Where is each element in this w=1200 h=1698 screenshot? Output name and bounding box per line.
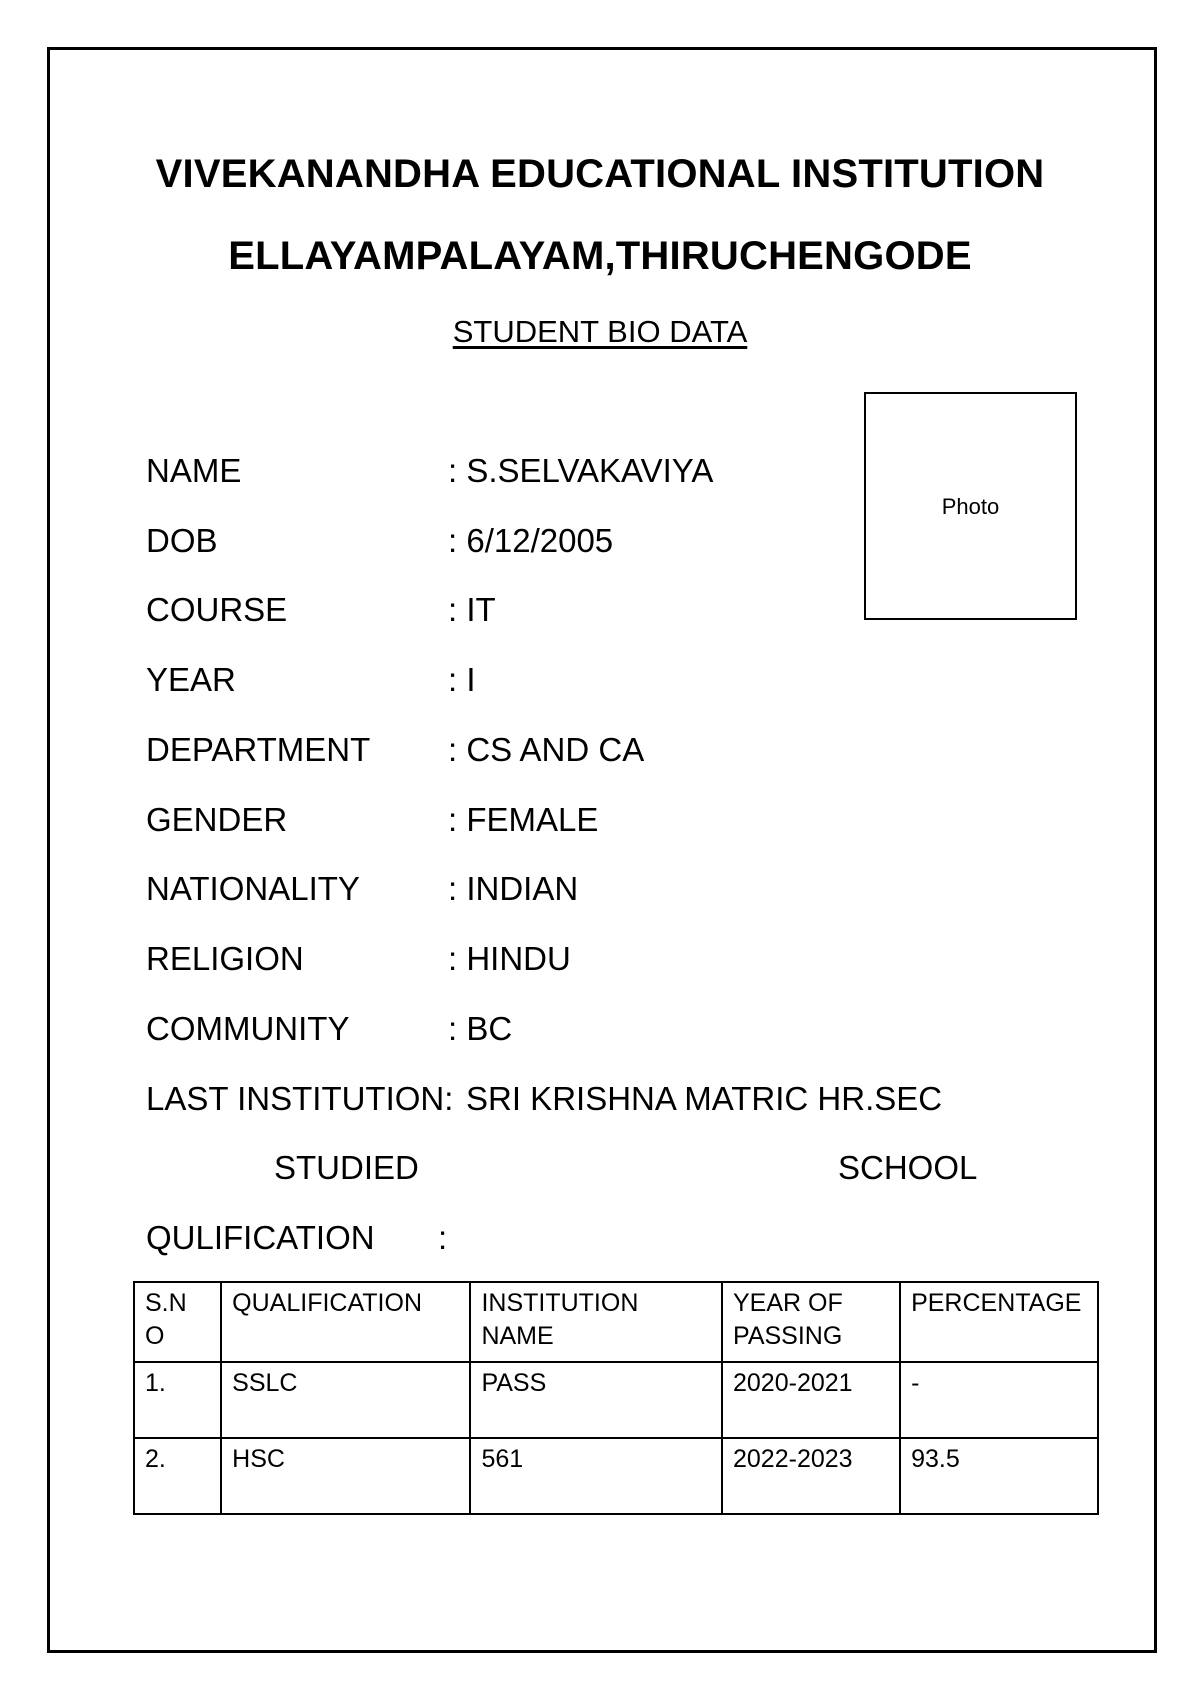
- table-row: [134, 1438, 1098, 1514]
- photo-label: Photo: [941, 494, 1000, 519]
- qualification-colon: :: [438, 1219, 448, 1256]
- field-value: SRI KRISHNA MATRIC HR.SEC: [466, 1080, 943, 1117]
- cell-year-of-passing: 2022-2023: [722, 1438, 900, 1514]
- field-label: NAME: [146, 452, 242, 489]
- field-value: : INDIAN: [448, 870, 579, 907]
- field-label: NATIONALITY: [146, 870, 360, 907]
- field-label: GENDER: [146, 801, 288, 838]
- header-institution-name: INSTITUTION NAME: [470, 1282, 722, 1362]
- cell-sno: 1.: [134, 1362, 221, 1438]
- field-value: : BC: [448, 1010, 513, 1047]
- field-value: : S.SELVAKAVIYA: [448, 452, 714, 489]
- field-value: : CS AND CA: [448, 731, 645, 768]
- field-label: DOB: [146, 522, 218, 559]
- header-qualification: QUALIFICATION: [221, 1282, 470, 1362]
- field-value: : I: [448, 661, 476, 698]
- cell-sno: 2.: [134, 1438, 221, 1514]
- institution-location: ELLAYAMPALAYAM,THIRUCHENGODE: [228, 234, 972, 278]
- cell-qualification: HSC: [221, 1438, 470, 1514]
- header-percentage: PERCENTAGE: [900, 1282, 1098, 1362]
- cell-year-of-passing: 2020-2021: [722, 1362, 900, 1438]
- field-label: COURSE: [146, 591, 288, 628]
- table-row: [134, 1362, 1098, 1438]
- table-header-row: [134, 1282, 1098, 1362]
- cell-institution-name: PASS: [470, 1362, 722, 1438]
- cell-institution-name: 561: [470, 1438, 722, 1514]
- field-label: DEPARTMENT: [146, 731, 371, 768]
- last-institution-continued-label: STUDIED: [274, 1149, 419, 1186]
- field-value: : 6/12/2005: [448, 522, 614, 559]
- field-label: YEAR: [146, 661, 236, 698]
- field-label: LAST INSTITUTION:: [146, 1080, 454, 1117]
- cell-qualification: SSLC: [221, 1362, 470, 1438]
- header-sno: S.N O: [134, 1282, 221, 1362]
- field-label: RELIGION: [146, 940, 304, 977]
- cell-percentage: -: [900, 1362, 1098, 1438]
- qualification-table: [133, 1281, 1099, 1515]
- last-institution-continued-value: SCHOOL: [838, 1149, 978, 1186]
- photo-placeholder: [864, 392, 1077, 620]
- field-value: : FEMALE: [448, 801, 599, 838]
- institution-title: VIVEKANANDHA EDUCATIONAL INSTITUTION: [155, 152, 1045, 196]
- cell-percentage: 93.5: [900, 1438, 1098, 1514]
- field-value: : IT: [448, 591, 496, 628]
- qualification-label: QULIFICATION: [146, 1219, 375, 1256]
- form-title: STUDENT BIO DATA: [452, 314, 748, 349]
- field-label: COMMUNITY: [146, 1010, 350, 1047]
- field-value: : HINDU: [448, 940, 571, 977]
- header-year-of-passing: YEAR OF PASSING: [722, 1282, 900, 1362]
